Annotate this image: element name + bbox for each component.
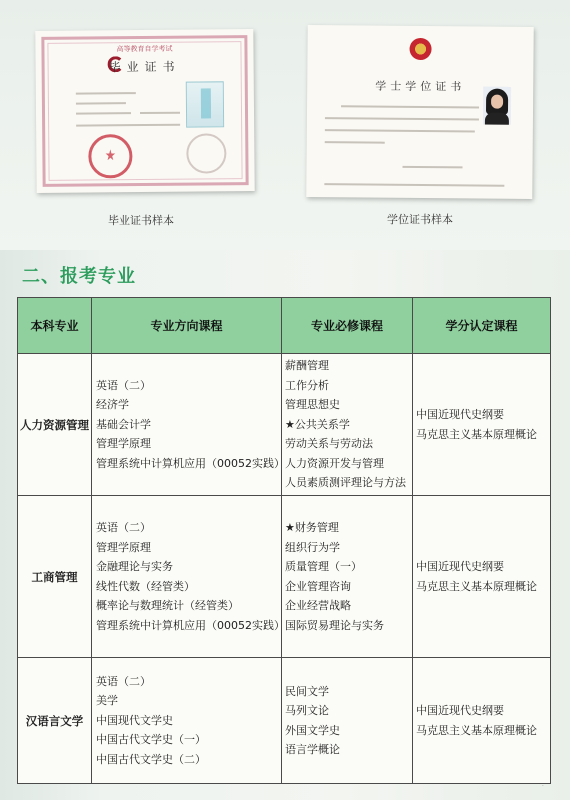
table-row <box>18 496 551 658</box>
certificate-title: 学士学位证书 <box>375 79 466 94</box>
credit-course-list <box>413 496 551 658</box>
required-course: 劳动关系与劳动法 <box>285 437 373 451</box>
red-seal-icon <box>88 134 132 178</box>
credit-course-list <box>413 354 551 496</box>
required-course: 质量管理（一） <box>285 560 362 573</box>
required-course: 薪酬管理 <box>285 359 329 373</box>
direction-course: 中国古代文学史（一） <box>96 733 206 747</box>
required-course: 企业经营战略 <box>285 599 351 612</box>
text-line <box>325 117 479 120</box>
direction-course-list <box>92 496 285 658</box>
required-course-list <box>282 658 413 784</box>
required-course: 国际贸易理论与实务 <box>285 618 384 632</box>
direction-course: 管理系统中计算机应用（00052实践） <box>96 456 285 470</box>
required-course: 管理思想史 <box>285 398 340 412</box>
section-title: 二、报考专业 <box>22 266 136 287</box>
direction-course: 金融理论与实务 <box>96 560 173 573</box>
gray-seal-icon <box>186 133 226 173</box>
header-major: 本科专业 <box>18 298 92 354</box>
text-line <box>325 129 475 132</box>
direction-course: 基础会计学 <box>96 417 151 431</box>
required-course: 民间文学 <box>285 684 329 698</box>
credit-course-list <box>413 658 551 784</box>
direction-course-list <box>92 658 282 784</box>
direction-course-list <box>92 354 285 496</box>
major-name: 工商管理 <box>18 496 92 658</box>
table-row <box>18 658 551 784</box>
required-course: 企业管理咨询 <box>285 579 351 593</box>
text-line <box>403 166 463 169</box>
credit-course: 中国近现代史纲要 <box>416 560 504 573</box>
direction-course: 经济学 <box>96 398 129 412</box>
required-course: 外国文学史 <box>285 723 340 737</box>
national-emblem-icon <box>409 38 431 60</box>
page-mark: · <box>541 782 544 790</box>
certificate-header: 高等教育自学考试 <box>116 44 173 54</box>
required-course-list <box>282 496 413 658</box>
direction-course: 管理系统中计算机应用（00052实践） <box>96 618 285 632</box>
certificate-title: 毕业证书 <box>108 59 181 75</box>
direction-course: 英语（二） <box>96 378 151 392</box>
required-course-list <box>282 354 413 496</box>
header-direction-courses: 专业方向课程 <box>92 298 282 354</box>
text-line <box>325 141 385 144</box>
required-course: 组织行为学 <box>285 540 340 554</box>
graduation-certificate-caption: 毕业证书样本 <box>108 214 174 227</box>
table-row <box>18 354 551 496</box>
text-line <box>140 112 180 114</box>
majors-table <box>17 297 551 784</box>
credit-course: 中国近现代史纲要 <box>416 704 504 717</box>
direction-course: 管理学原理 <box>96 437 151 451</box>
required-course: ★公共关系学 <box>285 417 350 431</box>
major-name: 汉语言文学 <box>18 658 92 784</box>
direction-course: 管理学原理 <box>96 540 151 554</box>
required-course: 人力资源开发与管理 <box>285 456 384 470</box>
direction-course: 英语（二） <box>96 674 151 688</box>
credit-course: 马克思主义基本原理概论 <box>416 427 537 441</box>
photo-placeholder <box>186 81 224 127</box>
credit-course: 中国近现代史纲要 <box>416 408 504 421</box>
degree-certificate-sample <box>306 25 533 199</box>
text-line <box>341 105 479 108</box>
credit-course: 马克思主义基本原理概论 <box>416 723 537 737</box>
text-line <box>324 183 504 187</box>
required-course: 人员素质测评理论与方法 <box>285 476 406 490</box>
credit-course: 马克思主义基本原理概论 <box>416 579 537 593</box>
direction-course: 英语（二） <box>96 521 151 534</box>
required-course: 工作分析 <box>285 378 329 392</box>
portrait-photo <box>483 87 511 125</box>
graduation-certificate-sample <box>35 29 254 193</box>
header-required-courses: 专业必修课程 <box>282 298 413 354</box>
required-course: ★财务管理 <box>285 521 339 534</box>
direction-course: 概率论与数理统计（经管类） <box>96 599 239 612</box>
header-credit-courses: 学分认定课程 <box>413 298 551 354</box>
direction-course: 中国古代文学史（二） <box>96 752 206 766</box>
direction-course: 中国现代文学史 <box>96 713 173 727</box>
direction-course: 美学 <box>96 694 118 708</box>
major-name: 人力资源管理 <box>18 354 92 496</box>
required-course: 马列文论 <box>285 704 329 717</box>
direction-course: 线性代数（经管类） <box>96 579 195 593</box>
required-course: 语言学概论 <box>285 743 340 756</box>
degree-certificate-caption: 学位证书样本 <box>387 213 453 226</box>
table-header-row <box>18 298 551 354</box>
